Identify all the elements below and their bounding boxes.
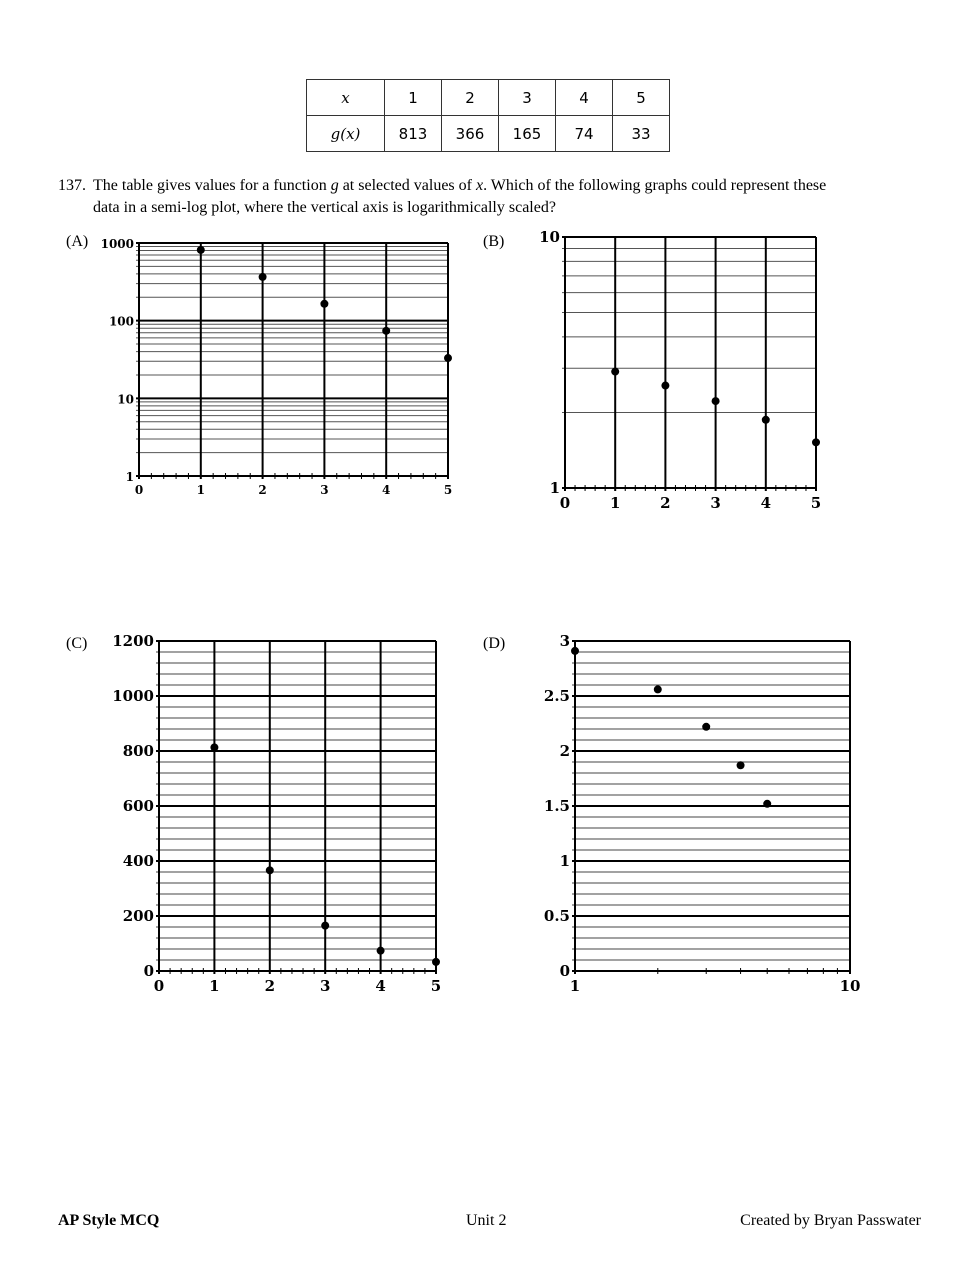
svg-text:10: 10 — [117, 392, 134, 407]
svg-text:400: 400 — [122, 852, 154, 870]
svg-text:1: 1 — [196, 483, 205, 497]
svg-text:0: 0 — [153, 977, 165, 995]
svg-text:1200: 1200 — [112, 632, 154, 650]
row-header-g: g(x) — [307, 116, 385, 152]
svg-text:100: 100 — [108, 314, 134, 329]
svg-text:10: 10 — [839, 977, 861, 995]
svg-text:1.5: 1.5 — [543, 797, 570, 815]
option-a-label[interactable]: (A) — [66, 233, 89, 250]
svg-text:2: 2 — [258, 483, 267, 497]
g-cell: 165 — [499, 116, 556, 152]
svg-text:800: 800 — [122, 742, 154, 760]
x-cell: 1 — [385, 80, 442, 116]
svg-text:1: 1 — [569, 977, 581, 995]
svg-text:1: 1 — [559, 852, 570, 870]
g-cell: 366 — [442, 116, 499, 152]
x-cell: 2 — [442, 80, 499, 116]
question-text: 137. The table gives values for a function g at selected values of x. Which of the following graphs could represent these data in a semi-log plot, where the vertical axis is logarithmically scaled? — [58, 177, 827, 216]
svg-text:4: 4 — [382, 483, 391, 497]
footer-right: Created by Bryan Passwater — [740, 1212, 921, 1229]
option-c-label[interactable]: (C) — [66, 635, 88, 652]
graph-a-semilog[interactable] — [101, 237, 453, 497]
svg-text:1: 1 — [609, 494, 621, 512]
g-cell: 74 — [556, 116, 613, 152]
svg-text:1: 1 — [209, 977, 220, 995]
footer-left: AP Style MCQ — [58, 1212, 160, 1229]
svg-text:2: 2 — [660, 494, 671, 512]
svg-text:0: 0 — [143, 962, 154, 980]
x-cell: 3 — [499, 80, 556, 116]
svg-text:2.5: 2.5 — [543, 687, 570, 705]
svg-text:0.5: 0.5 — [543, 907, 570, 925]
svg-text:1000: 1000 — [112, 687, 154, 705]
graph-d-logx[interactable] — [544, 632, 861, 995]
svg-text:200: 200 — [122, 907, 154, 925]
svg-text:5: 5 — [443, 483, 453, 497]
svg-text:0: 0 — [559, 962, 570, 980]
svg-text:3: 3 — [559, 632, 570, 650]
svg-text:0: 0 — [559, 494, 571, 512]
footer-center: Unit 2 — [466, 1212, 507, 1229]
svg-text:10: 10 — [539, 228, 560, 246]
svg-text:600: 600 — [122, 797, 154, 815]
g-cell: 33 — [613, 116, 670, 152]
question-number: 137. — [58, 177, 86, 194]
svg-text:5: 5 — [810, 494, 822, 512]
svg-text:1000: 1000 — [100, 237, 134, 251]
option-d-label[interactable]: (D) — [483, 635, 506, 652]
svg-text:3: 3 — [319, 977, 331, 995]
option-b-label[interactable]: (B) — [483, 233, 505, 250]
row-header-x: x — [307, 80, 385, 116]
x-cell: 4 — [556, 80, 613, 116]
svg-text:2: 2 — [559, 742, 570, 760]
g-cell: 813 — [385, 116, 442, 152]
svg-text:1: 1 — [125, 470, 134, 484]
graph-c-linear[interactable] — [112, 632, 441, 995]
graph-b-semilog[interactable] — [539, 228, 821, 512]
svg-text:0: 0 — [134, 483, 144, 497]
svg-text:3: 3 — [710, 494, 721, 512]
svg-text:2: 2 — [264, 977, 276, 995]
svg-text:3: 3 — [320, 483, 329, 497]
x-cell: 5 — [613, 80, 670, 116]
svg-text:1: 1 — [549, 479, 560, 497]
svg-text:4: 4 — [375, 977, 386, 995]
svg-text:4: 4 — [760, 494, 772, 512]
svg-text:5: 5 — [430, 977, 442, 995]
